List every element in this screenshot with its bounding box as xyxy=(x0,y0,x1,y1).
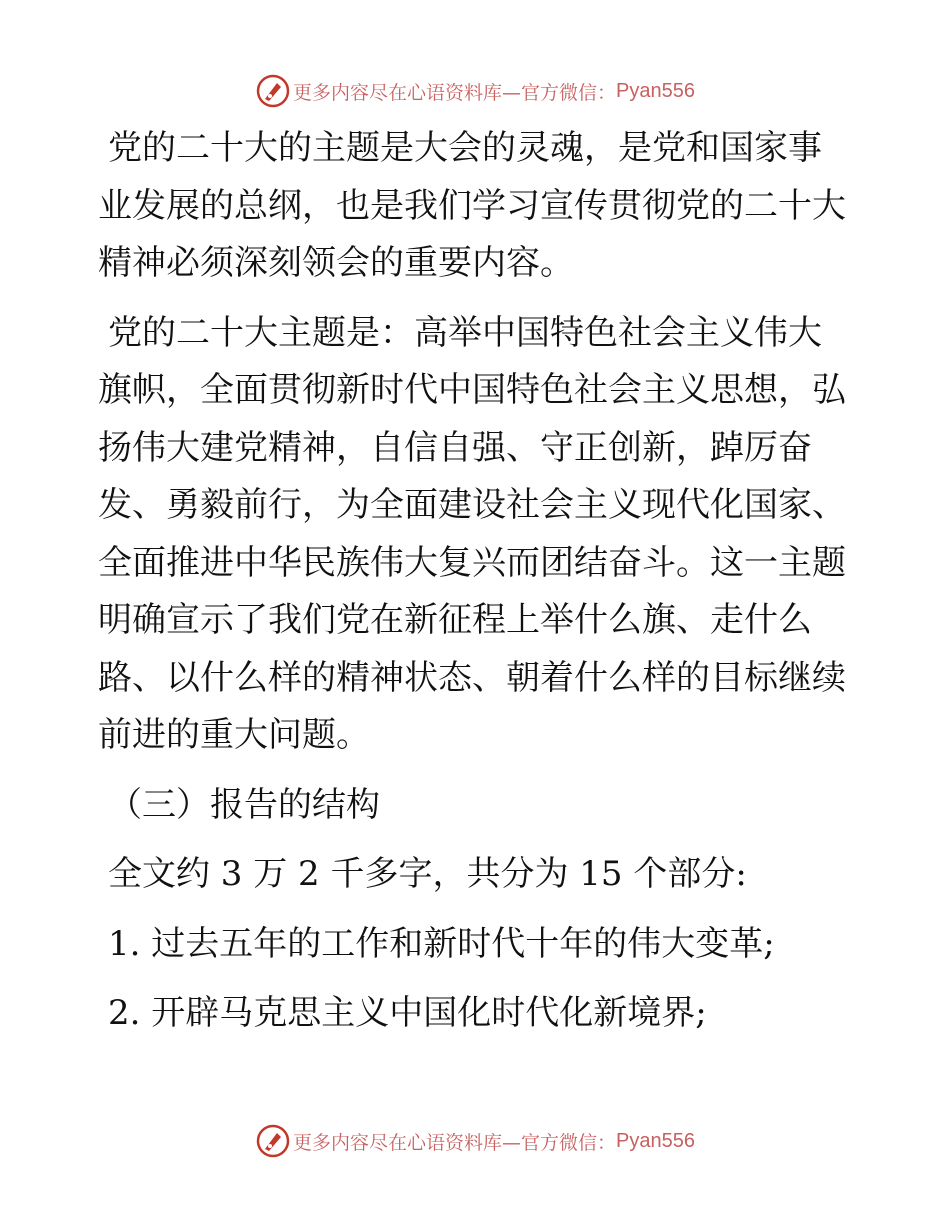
text-line: 旗帜，全面贯彻新时代中国特色社会主义思想，弘 xyxy=(98,370,846,410)
text-line: 扬伟大建党精神，自信自强、守正创新，踔厉奋 xyxy=(98,427,812,468)
text-line: 党的二十大主题是：高举中国特色社会主义伟大 xyxy=(108,312,822,353)
list-item: 1. 过去五年的工作和新时代十年的伟大变革; xyxy=(108,923,775,964)
text-line: 前进的重大问题。 xyxy=(98,715,370,755)
text-line: 路、以什么样的精神状态、朝着什么样的目标继续 xyxy=(98,657,846,698)
text-line: 业发展的总纲，也是我们学习宣传贯彻党的二十大 xyxy=(98,185,846,226)
text-line: 党的二十大的主题是大会的灵魂，是党和国家事 xyxy=(108,128,822,168)
wechat-handle: Pyan556 xyxy=(616,1129,695,1152)
text-line: 全面推进中华民族伟大复兴而团结奋斗。这一主题 xyxy=(98,542,846,583)
text-line: 精神必须深刻领会的重要内容。 xyxy=(98,243,574,283)
text-line: 明确宣示了我们党在新征程上举什么旗、走什么 xyxy=(98,600,812,640)
paragraph-theme-content xyxy=(98,305,858,765)
paragraph-theme-intro xyxy=(98,120,858,293)
list-item: 2. 开辟马克思主义中国化时代化新境界; xyxy=(108,993,707,1033)
pen-nib-logo-icon xyxy=(255,73,291,109)
section-heading: （三）报告的结构 xyxy=(108,784,380,825)
text-line: 发、勇毅前行，为全面建设社会主义现代化国家、 xyxy=(98,485,846,525)
banner-text: 更多内容尽在心语资料库—官方微信： xyxy=(293,1131,617,1154)
wechat-handle: Pyan556 xyxy=(616,79,695,102)
footer-banner xyxy=(0,1121,950,1161)
header-banner xyxy=(0,71,950,111)
banner-text: 更多内容尽在心语资料库—官方微信： xyxy=(293,81,617,104)
document-body xyxy=(98,120,858,1043)
pen-nib-logo-icon xyxy=(255,1123,291,1159)
summary-line: 全文约 3 万 2 千多字，共分为 15 个部分: xyxy=(108,854,747,894)
